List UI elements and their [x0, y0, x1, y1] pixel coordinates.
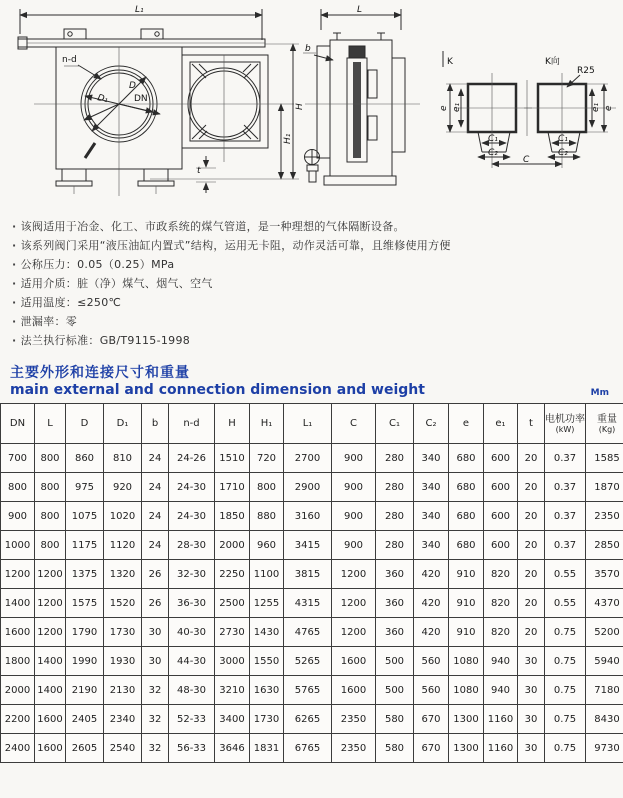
table-cell: 0.75: [545, 618, 586, 647]
table-cell: 8430: [586, 705, 623, 734]
dim-label-nd: n-d: [62, 55, 77, 65]
table-cell: 4370: [586, 589, 623, 618]
spec-bullet: · 泄漏率：零: [12, 312, 615, 331]
table-cell: 820: [484, 589, 518, 618]
column-header: [142, 404, 169, 444]
table-cell: 48-30: [169, 676, 215, 705]
column-header: [376, 404, 414, 444]
column-header: [449, 404, 484, 444]
spec-bullet: · 适用介质：脏（净）煤气、烟气、空气: [12, 274, 615, 293]
table-cell: 800: [35, 531, 66, 560]
table-cell: 30: [142, 618, 169, 647]
table-cell: 340: [414, 531, 449, 560]
table-cell: 1200: [1, 560, 35, 589]
spec-bullet: · 法兰执行标准：GB/T9115-1998: [12, 331, 615, 350]
spec-bullet: · 该阀适用于冶金、化工、市政系统的煤气管道，是一种理想的气体隔断设备。: [12, 217, 615, 236]
table-cell: 975: [66, 473, 104, 502]
table-cell: 880: [250, 502, 284, 531]
table-cell: 0.37: [545, 473, 586, 502]
column-label: C: [350, 418, 357, 429]
table-cell: 1600: [1, 618, 35, 647]
table-cell: 2000: [215, 531, 250, 560]
table-cell: 26: [142, 589, 169, 618]
unit-label: Mm: [590, 388, 609, 398]
table-cell: 500: [376, 647, 414, 676]
table-cell: 20: [518, 473, 545, 502]
table-cell: 4315: [284, 589, 332, 618]
table-cell: 1080: [449, 647, 484, 676]
section-title-en: main external and connection dimension and weight: [10, 382, 425, 398]
table-row: [1, 647, 623, 676]
table-cell: 900: [332, 473, 376, 502]
table-row: [1, 618, 623, 647]
table-cell: 920: [104, 473, 142, 502]
dim-label-C1-right: C₁: [558, 134, 568, 144]
column-header: [104, 404, 142, 444]
table-cell: 680: [449, 502, 484, 531]
column-label: b: [151, 418, 159, 429]
table-cell: 30: [518, 676, 545, 705]
column-header: [66, 404, 104, 444]
table-row: [1, 444, 623, 473]
table-cell: 1400: [1, 589, 35, 618]
table-cell: 1800: [1, 647, 35, 676]
dim-label-H1: H₁: [283, 133, 293, 144]
table-cell: 3415: [284, 531, 332, 560]
table-cell: 30: [142, 647, 169, 676]
dim-label-D: D: [129, 81, 136, 91]
table-cell: 2400: [1, 734, 35, 763]
table-cell: 5265: [284, 647, 332, 676]
column-header: [215, 404, 250, 444]
table-cell: 910: [449, 618, 484, 647]
column-header: [1, 404, 35, 444]
table-cell: 2605: [66, 734, 104, 763]
front-view-labels: [62, 5, 305, 176]
table-cell: 0.55: [545, 589, 586, 618]
table-cell: 1075: [66, 502, 104, 531]
table-cell: 820: [484, 618, 518, 647]
table-cell: 3646: [215, 734, 250, 763]
table-cell: 600: [484, 473, 518, 502]
dimension-table-header-row: [1, 404, 623, 444]
table-cell: 560: [414, 676, 449, 705]
table-cell: 28-30: [169, 531, 215, 560]
table-cell: 2350: [586, 502, 623, 531]
table-cell: 420: [414, 589, 449, 618]
table-cell: 910: [449, 560, 484, 589]
table-cell: 2730: [215, 618, 250, 647]
table-cell: 1160: [484, 734, 518, 763]
table-cell: 0.37: [545, 444, 586, 473]
table-row: [1, 589, 623, 618]
column-label: D₁: [116, 418, 129, 429]
table-cell: 1600: [332, 647, 376, 676]
table-cell: 1120: [104, 531, 142, 560]
table-cell: 810: [104, 444, 142, 473]
table-cell: 800: [35, 502, 66, 531]
table-cell: 6265: [284, 705, 332, 734]
table-cell: 600: [484, 502, 518, 531]
table-cell: 800: [250, 473, 284, 502]
valve-drawing-svg: [0, 0, 623, 205]
table-cell: 2540: [104, 734, 142, 763]
column-header: [586, 404, 623, 444]
table-cell: 24-30: [169, 502, 215, 531]
table-cell: 340: [414, 473, 449, 502]
table-cell: 0.55: [545, 560, 586, 589]
table-cell: 2250: [215, 560, 250, 589]
table-cell: 1600: [332, 676, 376, 705]
table-cell: 600: [484, 444, 518, 473]
table-cell: 24: [142, 444, 169, 473]
table-cell: 24: [142, 531, 169, 560]
column-label: DN: [9, 418, 26, 429]
table-row: [1, 676, 623, 705]
table-cell: 3210: [215, 676, 250, 705]
table-cell: 5200: [586, 618, 623, 647]
dim-label-C: C: [523, 155, 530, 165]
table-cell: 1255: [250, 589, 284, 618]
table-cell: 1831: [250, 734, 284, 763]
table-cell: 5765: [284, 676, 332, 705]
table-cell: 900: [332, 444, 376, 473]
table-cell: 20: [518, 589, 545, 618]
table-cell: 0.75: [545, 676, 586, 705]
k-view-labels: [439, 55, 614, 165]
table-cell: 280: [376, 444, 414, 473]
column-label: n-d: [183, 418, 200, 429]
column-header: [518, 404, 545, 444]
table-cell: 2000: [1, 676, 35, 705]
column-header: [250, 404, 284, 444]
table-cell: 32: [142, 705, 169, 734]
column-label: e₁: [495, 418, 506, 429]
dim-label-C2-right: C₂: [558, 148, 568, 158]
section-heading: [10, 362, 609, 398]
table-cell: 0.37: [545, 531, 586, 560]
dim-label-t: t: [197, 166, 201, 176]
column-header: [545, 404, 586, 444]
table-cell: 2190: [66, 676, 104, 705]
table-cell: 1630: [250, 676, 284, 705]
table-cell: 24-30: [169, 473, 215, 502]
table-cell: 20: [518, 618, 545, 647]
column-header: [484, 404, 518, 444]
dim-label-b: b: [305, 44, 311, 54]
column-label: t: [529, 418, 533, 429]
dim-label-e-left: e: [439, 105, 449, 111]
table-cell: 580: [376, 734, 414, 763]
table-cell: 500: [376, 676, 414, 705]
table-cell: 2900: [284, 473, 332, 502]
table-cell: 1400: [35, 647, 66, 676]
table-cell: 32: [142, 676, 169, 705]
table-cell: 2500: [215, 589, 250, 618]
table-cell: 670: [414, 734, 449, 763]
table-cell: 3160: [284, 502, 332, 531]
table-cell: 1000: [1, 531, 35, 560]
table-cell: 280: [376, 473, 414, 502]
table-cell: 1600: [35, 705, 66, 734]
table-cell: 0.75: [545, 705, 586, 734]
table-cell: 420: [414, 560, 449, 589]
table-row: [1, 531, 623, 560]
table-cell: 340: [414, 444, 449, 473]
table-cell: 680: [449, 531, 484, 560]
table-cell: 1175: [66, 531, 104, 560]
table-cell: 1710: [215, 473, 250, 502]
column-label: C₁: [389, 418, 400, 429]
table-cell: 1600: [35, 734, 66, 763]
table-cell: 30: [518, 705, 545, 734]
table-cell: 1200: [332, 589, 376, 618]
dim-label-DN: DN: [134, 94, 148, 104]
table-cell: 2350: [332, 705, 376, 734]
dim-label-K-dir: K向: [545, 57, 560, 67]
table-cell: 1790: [66, 618, 104, 647]
column-label: L: [47, 418, 53, 429]
dim-label-e1-right: e₁: [591, 102, 601, 112]
table-cell: 1300: [449, 705, 484, 734]
table-cell: 3000: [215, 647, 250, 676]
table-cell: 32: [142, 734, 169, 763]
column-label: D: [80, 418, 89, 429]
table-cell: 5940: [586, 647, 623, 676]
table-cell: 1200: [332, 560, 376, 589]
column-sublabel: (kW): [555, 424, 575, 434]
dim-label-L: L: [357, 5, 363, 15]
table-cell: 910: [449, 589, 484, 618]
table-cell: 1200: [332, 618, 376, 647]
column-label: e: [462, 418, 470, 429]
table-cell: 20: [518, 502, 545, 531]
column-header: [35, 404, 66, 444]
table-cell: 1550: [250, 647, 284, 676]
table-cell: 900: [332, 502, 376, 531]
table-cell: 700: [1, 444, 35, 473]
table-cell: 2405: [66, 705, 104, 734]
table-cell: 1850: [215, 502, 250, 531]
side-view-drawing: [303, 9, 420, 185]
table-cell: 1080: [449, 676, 484, 705]
spec-bullet: · 适用温度：≤250℃: [12, 293, 615, 312]
table-cell: 1990: [66, 647, 104, 676]
dim-label-C1-left: C₁: [488, 134, 498, 144]
table-cell: 600: [484, 531, 518, 560]
table-cell: 0.75: [545, 734, 586, 763]
table-cell: 2130: [104, 676, 142, 705]
table-cell: 3570: [586, 560, 623, 589]
technical-drawings: [0, 0, 623, 205]
dim-label-e1-left: e₁: [452, 102, 462, 112]
table-cell: 6765: [284, 734, 332, 763]
table-cell: 860: [66, 444, 104, 473]
table-cell: 670: [414, 705, 449, 734]
table-cell: 360: [376, 618, 414, 647]
column-header: [284, 404, 332, 444]
table-cell: 2200: [1, 705, 35, 734]
table-cell: 1400: [35, 676, 66, 705]
table-cell: 720: [250, 444, 284, 473]
column-label: H₁: [260, 418, 273, 429]
column-sublabel: (Kg): [598, 424, 616, 434]
table-cell: 2700: [284, 444, 332, 473]
table-cell: 1430: [250, 618, 284, 647]
table-cell: 1730: [104, 618, 142, 647]
table-cell: 0.37: [545, 502, 586, 531]
table-cell: 2350: [332, 734, 376, 763]
table-cell: 1930: [104, 647, 142, 676]
spec-bullet-list: [0, 217, 623, 350]
table-row: [1, 705, 623, 734]
table-cell: 1510: [215, 444, 250, 473]
table-cell: 1870: [586, 473, 623, 502]
table-cell: 20: [518, 444, 545, 473]
table-cell: 2340: [104, 705, 142, 734]
table-cell: 4765: [284, 618, 332, 647]
table-cell: 1520: [104, 589, 142, 618]
dim-label-L1: L₁: [135, 5, 144, 15]
table-cell: 1585: [586, 444, 623, 473]
dim-label-D1: D₁: [96, 93, 109, 106]
table-cell: 1320: [104, 560, 142, 589]
table-cell: 30: [518, 647, 545, 676]
dimension-table: [0, 403, 623, 763]
table-cell: 9730: [586, 734, 623, 763]
table-cell: 280: [376, 531, 414, 560]
table-cell: 3400: [215, 705, 250, 734]
table-cell: 20: [518, 560, 545, 589]
table-cell: 40-30: [169, 618, 215, 647]
column-label: C₂: [425, 418, 437, 429]
table-cell: 680: [449, 473, 484, 502]
column-header: [332, 404, 376, 444]
table-cell: 26: [142, 560, 169, 589]
table-cell: 360: [376, 560, 414, 589]
table-cell: 900: [332, 531, 376, 560]
table-cell: 24-26: [169, 444, 215, 473]
table-cell: 1300: [449, 734, 484, 763]
table-cell: 20: [518, 531, 545, 560]
table-cell: 800: [35, 444, 66, 473]
table-cell: 1160: [484, 705, 518, 734]
table-cell: 44-30: [169, 647, 215, 676]
table-cell: 900: [1, 502, 35, 531]
table-row: [1, 734, 623, 763]
table-cell: 30: [518, 734, 545, 763]
table-cell: 56-33: [169, 734, 215, 763]
dim-label-C2-left: C₂: [488, 148, 498, 158]
table-cell: 1200: [35, 618, 66, 647]
table-cell: 1200: [35, 589, 66, 618]
spec-bullet: · 公称压力：0.05（0.25）MPa: [12, 255, 615, 274]
dim-label-e-right: e: [604, 105, 614, 111]
table-cell: 940: [484, 647, 518, 676]
dim-label-R25: R25: [577, 66, 595, 76]
column-header: [414, 404, 449, 444]
table-cell: 820: [484, 560, 518, 589]
table-cell: 360: [376, 589, 414, 618]
table-cell: 52-33: [169, 705, 215, 734]
section-title-zh: 主要外形和连接尺寸和重量: [10, 365, 190, 381]
table-cell: 2850: [586, 531, 623, 560]
table-cell: 1730: [250, 705, 284, 734]
table-cell: 960: [250, 531, 284, 560]
table-cell: 680: [449, 444, 484, 473]
column-label: H: [228, 418, 236, 429]
table-row: [1, 473, 623, 502]
table-cell: 1100: [250, 560, 284, 589]
table-cell: 1375: [66, 560, 104, 589]
table-cell: 940: [484, 676, 518, 705]
table-row: [1, 560, 623, 589]
table-cell: 420: [414, 618, 449, 647]
dim-label-H: H: [295, 103, 305, 110]
column-label: 电机功率: [545, 413, 585, 425]
table-cell: 1575: [66, 589, 104, 618]
table-cell: 800: [1, 473, 35, 502]
table-cell: 24: [142, 473, 169, 502]
table-cell: 7180: [586, 676, 623, 705]
table-cell: 1200: [35, 560, 66, 589]
table-cell: 280: [376, 502, 414, 531]
table-cell: 3815: [284, 560, 332, 589]
table-cell: 340: [414, 502, 449, 531]
dimension-table-body: [1, 444, 623, 763]
table-row: [1, 502, 623, 531]
table-cell: 0.75: [545, 647, 586, 676]
column-header: [169, 404, 215, 444]
table-cell: 36-30: [169, 589, 215, 618]
table-cell: 800: [35, 473, 66, 502]
column-label: L₁: [302, 418, 313, 429]
dim-label-K: K: [447, 57, 453, 67]
table-cell: 1020: [104, 502, 142, 531]
front-view-drawing: [18, 9, 299, 196]
table-cell: 560: [414, 647, 449, 676]
column-label: 重量: [597, 413, 617, 425]
spec-bullet: · 该系列阀门采用“液压油缸内置式”结构，运用无卡阻，动作灵活可靠，且维修使用方便: [12, 236, 615, 255]
table-cell: 24: [142, 502, 169, 531]
table-cell: 580: [376, 705, 414, 734]
table-cell: 32-30: [169, 560, 215, 589]
